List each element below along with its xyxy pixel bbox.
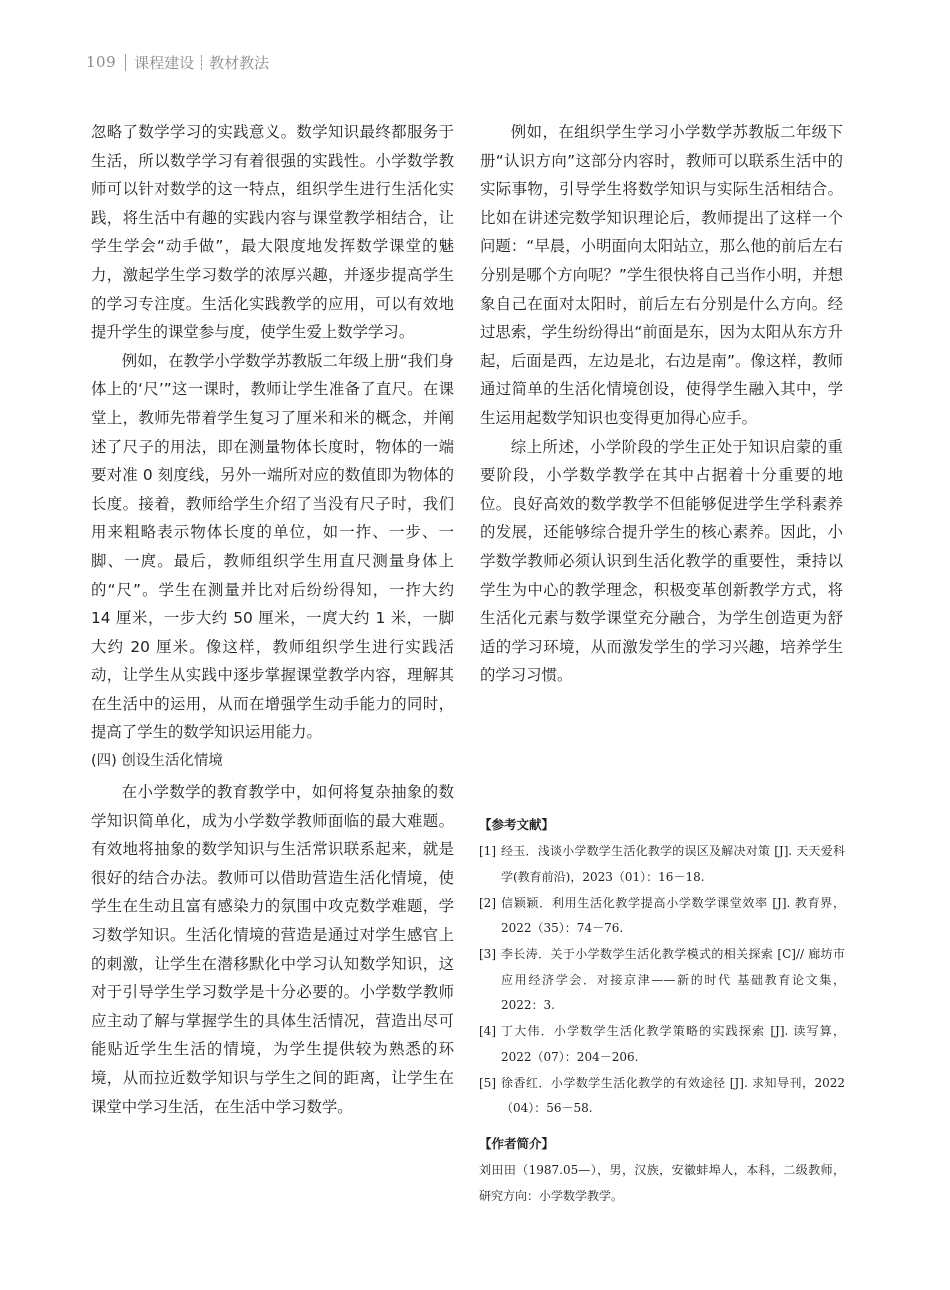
page-number: 109 [86, 53, 117, 71]
header-divider [125, 54, 126, 71]
running-header [86, 50, 269, 74]
reference-list [479, 839, 845, 1122]
section-subheading: (四) 创设生活化情境 [91, 753, 223, 770]
body-paragraph: 例如，在组织学生学习小学数学苏教版二年级下册“认识方向”这部分内容时，教师可以联系生活中的实际事物，引导学生将数学知识与实际生活相结合。比如在讲述完数学知识理论后，教师提出了这样一个问题：“早晨，小明面向太阳站立，那么他的前后左右分别是哪个方向呢？”学生很快将自己当作小明，并想象自己在面对太阳时，前后左右分别是什么方向。经过思索，学生纷纷得出“前面是东，因为太阳从东方升起，后面是西，左边是北，右边是南”。像这样，教师通过简单的生活化情境创设，使得学生融入其中，学生运用起数学知识也变得更加得心应手。 [480, 123, 843, 427]
reference-number: [4] [479, 1024, 496, 1038]
header-section: 课程建设 [134, 53, 195, 72]
body-paragraph: 在小学数学的教育教学中，如何将复杂抽象的数学知识简单化，成为小学数学教师面临的最大难题。有效地将抽象的数学知识与生活常识联系起来，就是很好的结合办法。教师可以借助营造生活化情境，使学生在生动且富有感染力的氛围中攻克数学难题，学习数学知识。生活化情境的营造是通过对学生感官上的刺激，让学生在潜移默化中学习认知数学知识，这对于引导学生学习数学是十分必要的。小学数学教师应主动了解与掌握学生的具体生活情况，营造出尽可能贴近学生生活的情境，为学生提供较为熟悉的环境，从而拉近数学知识与学生之间的距离，让学生在课堂中学习生活，在生活中学习数学。 [91, 783, 454, 1116]
reference-number: [5] [479, 1075, 496, 1090]
reference-item [479, 891, 845, 942]
reference-text: 经玉．浅谈小学数学生活化教学的误区及解决对策 [J]. 天天爱科学(教育前沿)，2023（01）：16－18. [501, 844, 845, 884]
author-section [479, 1134, 845, 1209]
author-heading: 【作者简介】 [479, 1136, 555, 1151]
reference-text: 徐香红．小学数学生活化教学的有效途径 [J]. 求知导刊，2022（04）：56－58. [501, 1075, 845, 1115]
reference-number: [1] [479, 844, 496, 858]
reference-item [479, 942, 845, 1019]
reference-item [479, 1071, 845, 1122]
right-column [480, 118, 843, 690]
reference-text: 李长涛．关于小学数学生活化教学模式的相关探索 [C]// 廊坊市应用经济学会．对接京津——新的时代 基础教育论文集，2022：3. [501, 947, 845, 1012]
reference-text: 丁大伟．小学数学生活化教学策略的实践探索 [J]. 读写算，2022（07）：204－206. [501, 1024, 845, 1064]
body-paragraph: 忽略了数学学习的实践意义。数学知识最终都服务于生活，所以数学学习有着很强的实践性。小学数学教师可以针对数学的这一特点，组织学生进行生活化实践，将生活中有趣的实践内容与课堂教学相结合，让学生学会“动手做”，最大限度地发挥数学课堂的魅力，激起学生学习数学的浓厚兴趣，并逐步提高学生的学习专注度。生活化实践教学的应用，可以有效地提升学生的课堂参与度，使学生爱上数学学习。 [91, 123, 454, 342]
reference-item [479, 839, 845, 890]
references-heading: 【参考文献】 [479, 817, 555, 832]
author-bio: 刘田田（1987.05—），男，汉族，安徽蚌埠人，本科，二级教师，研究方向：小学数学教学。 [479, 1163, 845, 1203]
body-paragraph: 例如，在教学小学数学苏教版二年级上册“我们身体上的‘尺’”这一课时，教师让学生准备了直尺。在课堂上，教师先带着学生复习了厘米和米的概念，并阐述了尺子的用法，即在测量物体长度时，物体的一端要对准 0 刻度线，另外一端所对应的数值即为物体的长度。接着，教师给学生介绍了当没有尺子时，我们用来粗略表示物体长度的单位，如一拃、一步、一脚、一庹。最后，教师组织学生用直尺测量身体上的“尺”。学生在测量并比对后纷纷得知，一拃大约 14 厘米，一步大约 50 厘米，一庹大约 1 米，一脚大约 20 厘米。像这样，教师组织学生进行实践活动，让学生从实践中逐步掌握课堂教学内容，理解其在生活中的运用，从而在增强学生动手能力的同时，提高了学生的数学知识运用能力。 [91, 351, 454, 742]
left-column [91, 118, 454, 1121]
header-dashed-divider [201, 55, 202, 70]
references-section [479, 815, 845, 1122]
reference-number: [2] [479, 895, 496, 910]
header-subsection: 教材教法 [209, 53, 270, 72]
reference-text: 信颖颖．利用生活化教学提高小学数学课堂效率 [J]. 教育界，2022（35）：74－76. [501, 895, 845, 935]
reference-item [479, 1019, 845, 1070]
body-paragraph: 综上所述，小学阶段的学生正处于知识启蒙的重要阶段，小学数学教学在其中占据着十分重要的地位。良好高效的数学教学不但能够促进学生学科素养的发展，还能够综合提升学生的核心素养。因此，小学数学教师必须认识到生活化教学的重要性，秉持以学生为中心的教学理念，积极变革创新教学方式，将生活化元素与数学课堂充分融合，为学生创造更为舒适的学习环境，从而激发学生的学习兴趣，培养学生的学习习惯。 [480, 437, 843, 685]
reference-number: [3] [479, 947, 496, 961]
